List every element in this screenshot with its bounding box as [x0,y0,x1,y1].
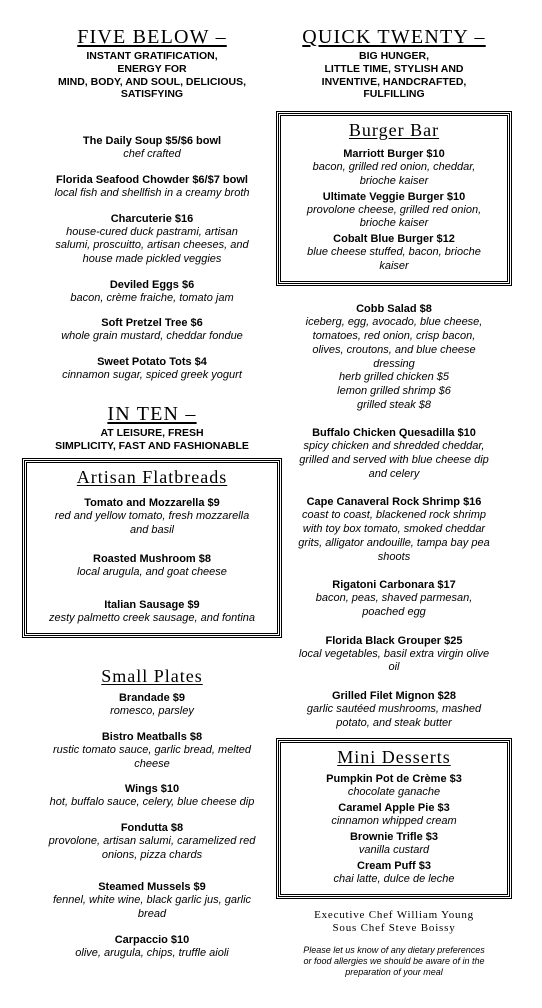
menu-item [276,495,512,564]
menu-item [22,880,282,921]
item-description: local vegetables, basil extra virgin olive oil [298,647,490,674]
item-name: Cobalt Blue Burger $12 [333,233,455,245]
item-name: The Daily Soup $5/$6 bowl [82,135,222,148]
item-description: bacon, crème fraiche, tomato jam [70,291,234,304]
item-name: Brownie Trifle $3 [349,830,439,843]
menu-item [22,173,282,201]
item-description: spicy chicken and shredded cheddar, grilled and served with blue cheese dip and celery [299,440,489,480]
item-name: Deviled Eggs $6 [109,278,195,291]
item-name: Steamed Mussels $9 [98,881,206,894]
section-title: IN TEN – [107,402,197,425]
menu-item [287,859,501,887]
section-quick-twenty [276,26,512,101]
item-name: Carpaccio $10 [114,933,190,946]
sous-chef: Sous Chef Steve Boissy [332,922,456,935]
item-description: rustic tomato sauce, garlic bread, melted cheese [52,743,252,770]
item-name: Soft Pretzel Tree $6 [101,317,203,330]
section-small-plates [22,666,282,960]
item-description: vanilla custard [358,843,430,856]
section-five-below [22,26,282,383]
menu-item [276,426,512,481]
item-description: whole grain mustard, cheddar fondue [61,330,243,343]
section-subtitle: BIG HUNGER, LITTLE TIME, STYLISH AND INVENTIVE, HANDCRAFTED, FULFILLING [321,50,467,101]
menu-item [287,772,501,800]
menu-item [22,691,282,719]
item-name: Cream Puff $3 [357,859,431,872]
menu-item [22,782,282,810]
item-description: bacon, peas, shaved parmesan, poached egg [315,592,473,618]
item-description: local fish and shellfish in a creamy broth [54,186,250,199]
item-description: cinnamon whipped cream [331,815,457,828]
menu-item [33,552,271,580]
menu-item [287,190,501,231]
menu-item [22,316,282,344]
item-description: iceberg, egg, avocado, blue cheese, tomatoes, red onion, crisp bacon, olives, croutons, and blue cheese dressing herb grilled chicken $5 lemon grilled shrimp $6 grilled steak $8 [305,316,483,411]
item-name: Florida Black Grouper $25 [325,634,463,647]
menu-item [276,578,512,619]
item-name: Tomato and Mozzarella $9 [84,497,220,510]
menu-item [287,147,501,188]
box-title: Burger Bar [348,120,440,141]
menu-item [276,302,512,412]
menu-item [22,134,282,162]
item-name: Italian Sausage $9 [104,598,200,611]
box-title: Mini Desserts [337,747,451,768]
menu-item [22,933,282,961]
item-description: chai latte, dulce de leche [333,872,455,885]
item-description: red and yellow tomato, fresh mozzarella and basil [54,510,250,537]
section-in-ten [22,403,282,453]
item-description: cinnamon sugar, spiced greek yogurt [62,369,242,382]
item-name: Sweet Potato Tots $4 [97,356,207,369]
item-description: romesco, parsley [110,705,194,718]
chef-credits [276,909,512,935]
menu-item [22,821,282,862]
section-subtitle: AT LEISURE, FRESH SIMPLICITY, FAST AND FASHIONABLE [55,426,249,452]
section-title: QUICK TWENTY – [302,26,486,48]
item-name: Grilled Filet Mignon $28 [331,690,457,703]
item-description: blue cheese stuffed, bacon, brioche kaiser [307,246,481,272]
menu-item [22,730,282,771]
item-description: chocolate ganache [347,786,441,799]
item-name: Rigatoni Carbonara $17 [332,579,456,592]
section-title: Small Plates [101,666,203,687]
executive-chef: Executive Chef William Young [314,909,474,922]
item-description: hot, buffalo sauce, celery, blue cheese dip [49,796,255,809]
item-description: zesty palmetto creek sausage, and fontina [48,611,256,624]
item-name: Marriott Burger $10 [343,148,445,161]
item-description: provolone cheese, grilled red onion, brioche kaiser [306,203,482,230]
item-name: Pumpkin Pot de Crème $3 [326,773,462,786]
item-name: Ultimate Veggie Burger $10 [322,190,466,203]
menu-item [22,212,282,267]
right-column [276,26,512,978]
menu-item [33,496,271,537]
left-column [22,26,282,961]
menu-item [22,278,282,306]
menu-item [276,634,512,675]
item-description: garlic sautéed mushrooms, mashed potato, and steak butter [306,703,482,729]
section-title: FIVE BELOW – [77,26,227,48]
menu-item [287,232,501,273]
item-name: Charcuterie $16 [110,212,194,225]
menu-item [276,689,512,730]
item-name: Cape Canaveral Rock Shrimp $16 [306,496,482,509]
mini-desserts-box [278,740,510,897]
item-description: local arugula, and goat cheese [77,565,227,578]
allergy-note: Please let us know of any dietary preferences or food allergies we should be aware of in the preparation of your meal [303,945,485,978]
menu-item [287,830,501,858]
item-name: Roasted Mushroom $8 [93,552,211,565]
item-name: Bistro Meatballs $8 [101,730,203,743]
item-description: house-cured duck pastrami, artisan salumi, proscuitto, artisan cheeses, and house made pickled veggies [55,225,249,265]
item-description: coast to coast, blackened rock shrimp with toy box tomato, smoked cheddar grits, alligator andouille, tampa bay pea shoots [298,509,490,563]
artisan-flatbreads-box [24,460,280,636]
section-subtitle: INSTANT GRATIFICATION, ENERGY FOR MIND, BODY, AND SOUL, DELICIOUS, SATISFYING [57,50,247,101]
item-description: provolone, artisan salumi, caramelized red onions, pizza chards [48,835,256,861]
box-title: Artisan Flatbreads [76,467,228,488]
item-name: Florida Seafood Chowder $6/$7 bowl [56,173,248,186]
item-description: olive, arugula, chips, truffle aioli [75,946,229,959]
item-description: bacon, grilled red onion, cheddar, brioche kaiser [312,161,476,187]
menu-item [22,355,282,383]
item-name: Wings $10 [124,783,180,796]
item-name: Brandade $9 [118,692,186,705]
item-name: Buffalo Chicken Quesadilla $10 [312,427,476,440]
item-description: fennel, white wine, black garlic jus, garlic bread [52,894,252,921]
item-name: Caramel Apple Pie $3 [338,802,450,815]
item-description: chef crafted [123,148,181,161]
burger-bar-box [278,113,510,284]
item-name: Fondutta $8 [120,822,184,835]
menu-item [33,598,271,626]
menu-item [287,801,501,829]
item-name: Cobb Salad $8 [356,303,432,316]
